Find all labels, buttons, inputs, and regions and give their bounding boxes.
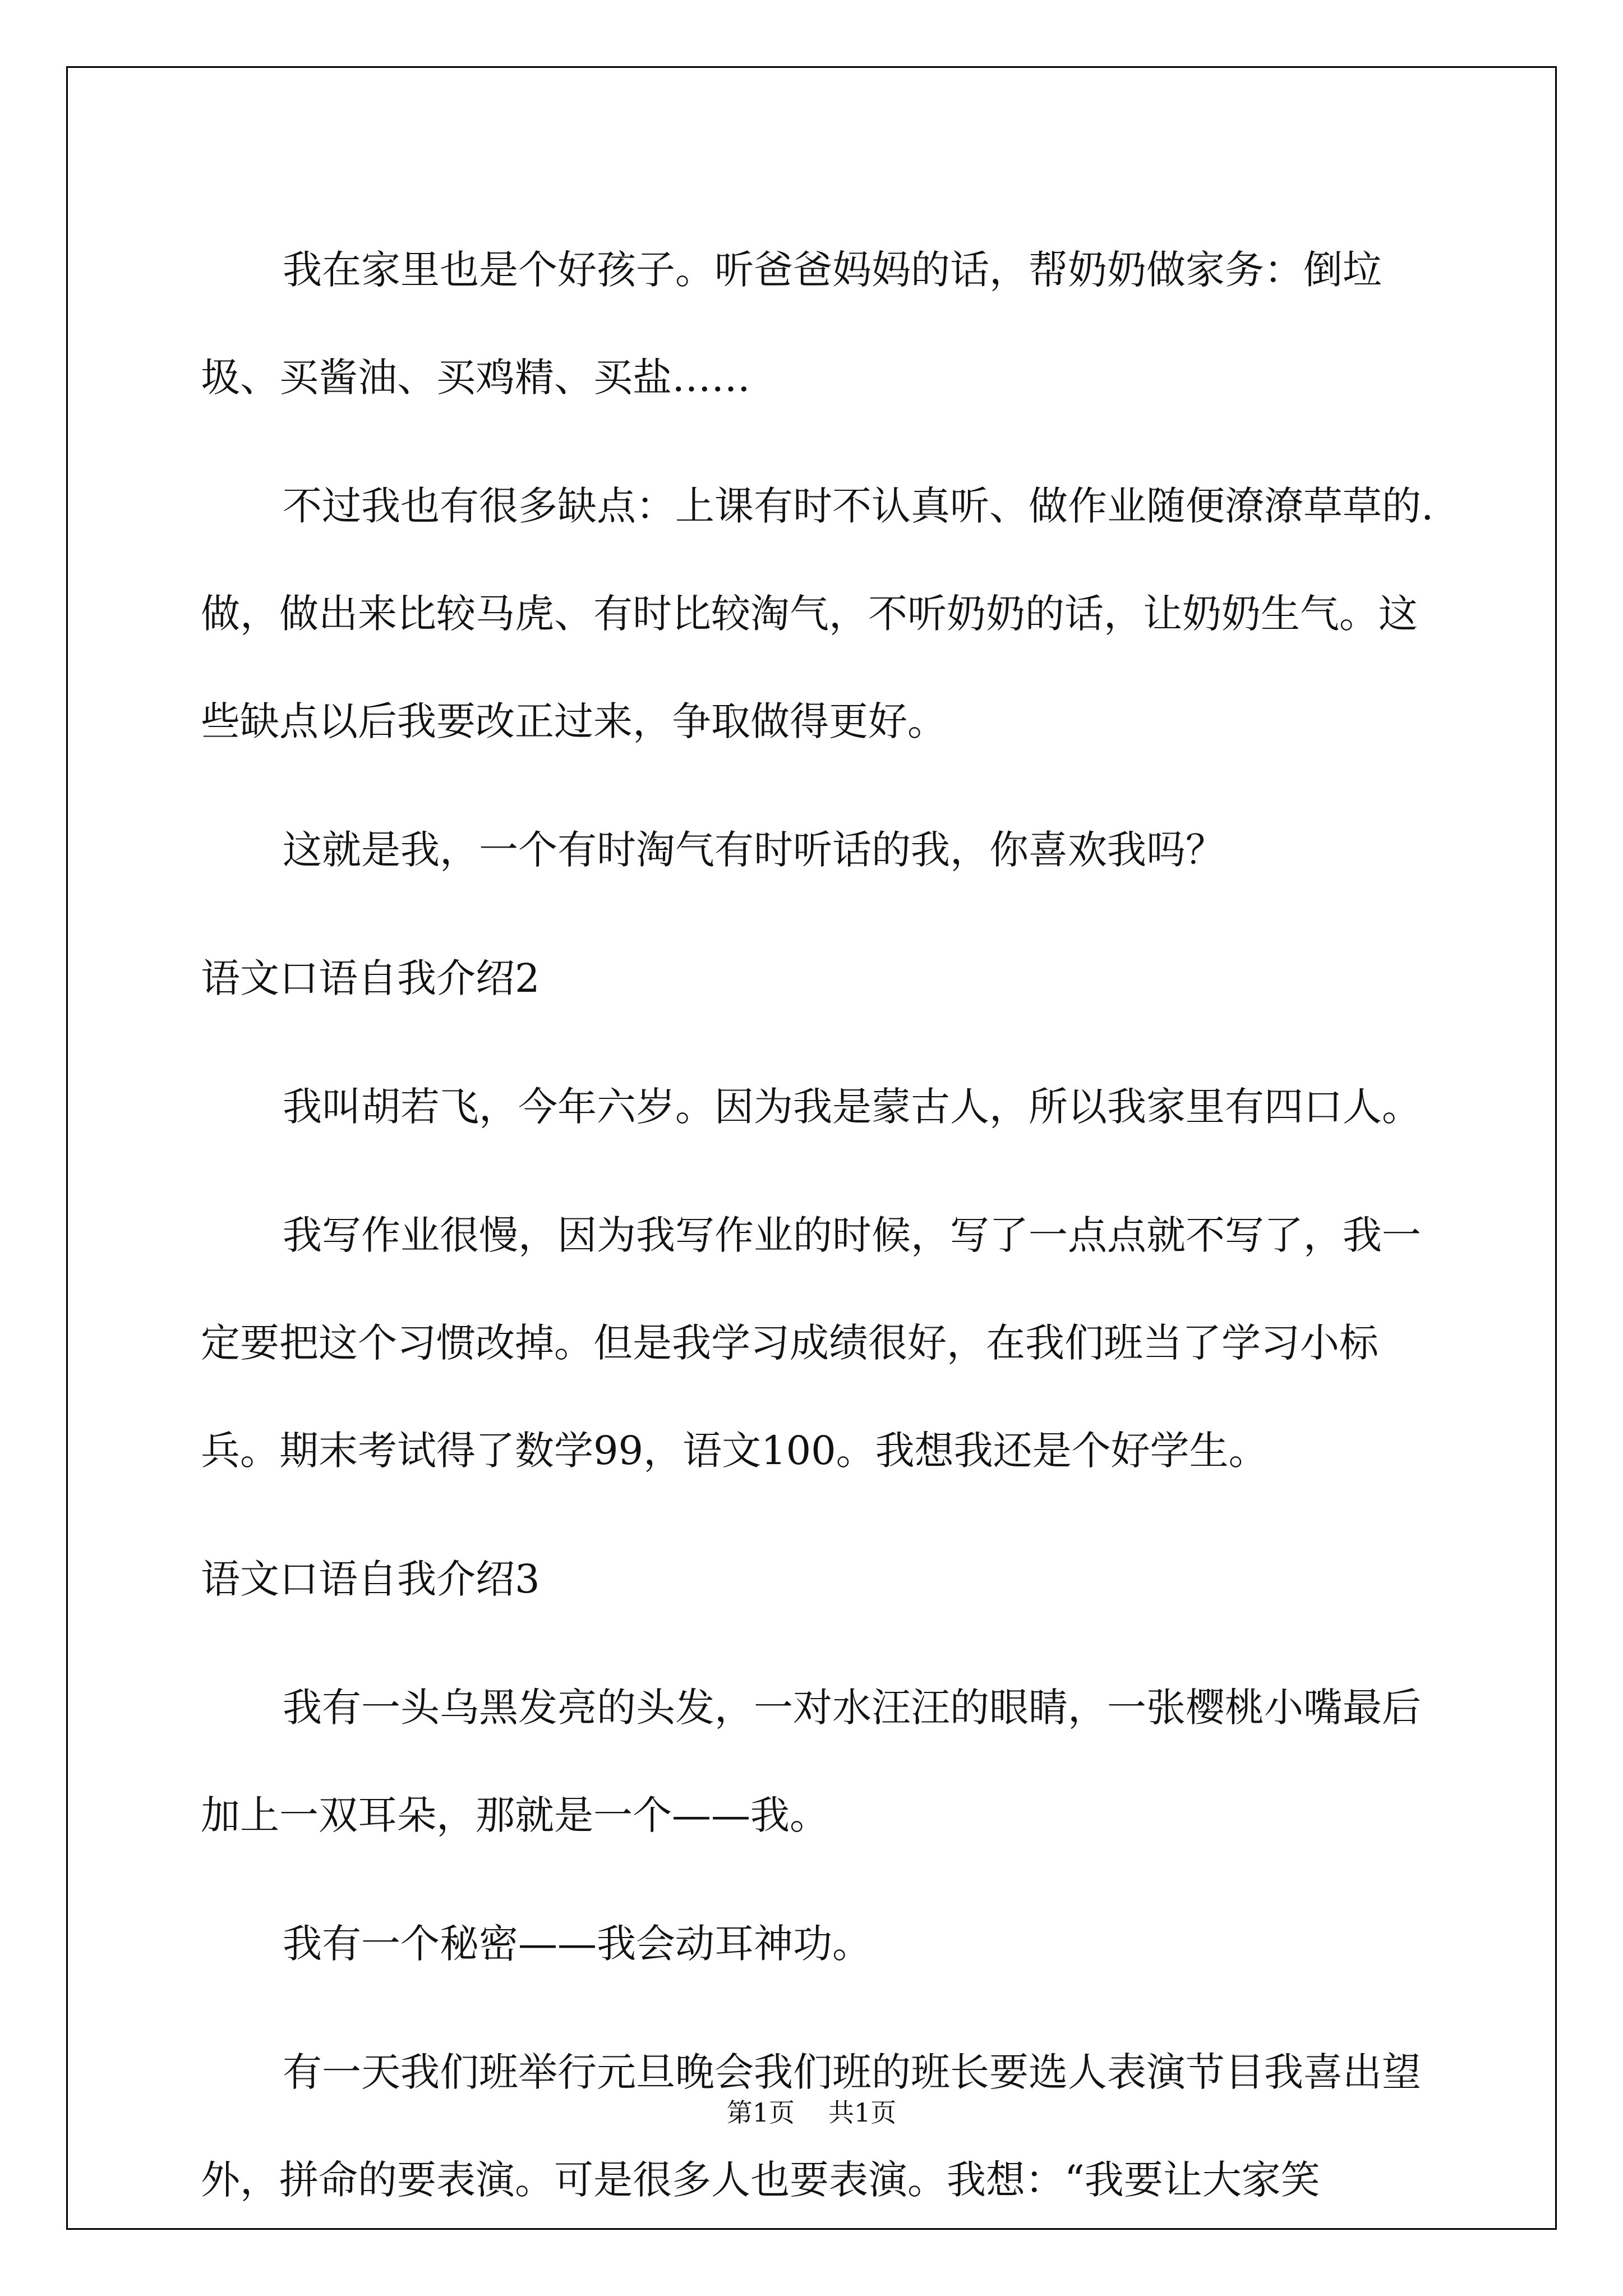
paragraph: 我有一个秘密——我会动耳神功。 bbox=[283, 1921, 872, 1967]
paragraph: 我在家里也是个好孩子。听爸爸妈妈的话，帮奶奶做家务：倒垃圾、买酱油、买鸡精、买盐…… bbox=[201, 247, 1382, 401]
paragraph: 我有一头乌黑发亮的头发，一对水汪汪的眼睛，一张樱桃小嘴最后加上一双耳朵，那就是一个——我。 bbox=[201, 1685, 1421, 1838]
paragraph: 我写作业很慢，因为我写作业的时候，写了一点点就不写了，我一定要把这个习惯改掉。但是我学习成绩很好，在我们班当了学习小标兵。期末考试得了数学99，语文100。我想我还是个好学生。 bbox=[201, 1212, 1421, 1474]
page-total: 共1页 bbox=[828, 2097, 897, 2128]
section-heading: 语文口语自我介绍3 bbox=[201, 1556, 540, 1602]
page-footer bbox=[0, 2092, 1623, 2129]
page-number: 第1页 bbox=[726, 2097, 795, 2128]
paragraph: 这就是我，一个有时淘气有时听话的我，你喜欢我吗？ bbox=[283, 827, 1225, 873]
document-body bbox=[201, 216, 1435, 2254]
section-heading: 语文口语自我介绍2 bbox=[201, 955, 540, 1001]
paragraph: 有一天我们班举行元旦晚会我们班的班长要选人表演节目我喜出望外，拼命的要表演。可是很多人也要表演。我想：“我要让大家笑 bbox=[201, 2049, 1421, 2203]
paragraph: 我叫胡若飞，今年六岁。因为我是蒙古人，所以我家里有四口人。 bbox=[283, 1084, 1421, 1130]
paragraph: 不过我也有很多缺点：上课有时不认真听、做作业随便潦潦草草的.做，做出来比较马虎、有时比较淘气，不听奶奶的话，让奶奶生气。这些缺点以后我要改正过来，争取做得更好。 bbox=[201, 483, 1434, 744]
